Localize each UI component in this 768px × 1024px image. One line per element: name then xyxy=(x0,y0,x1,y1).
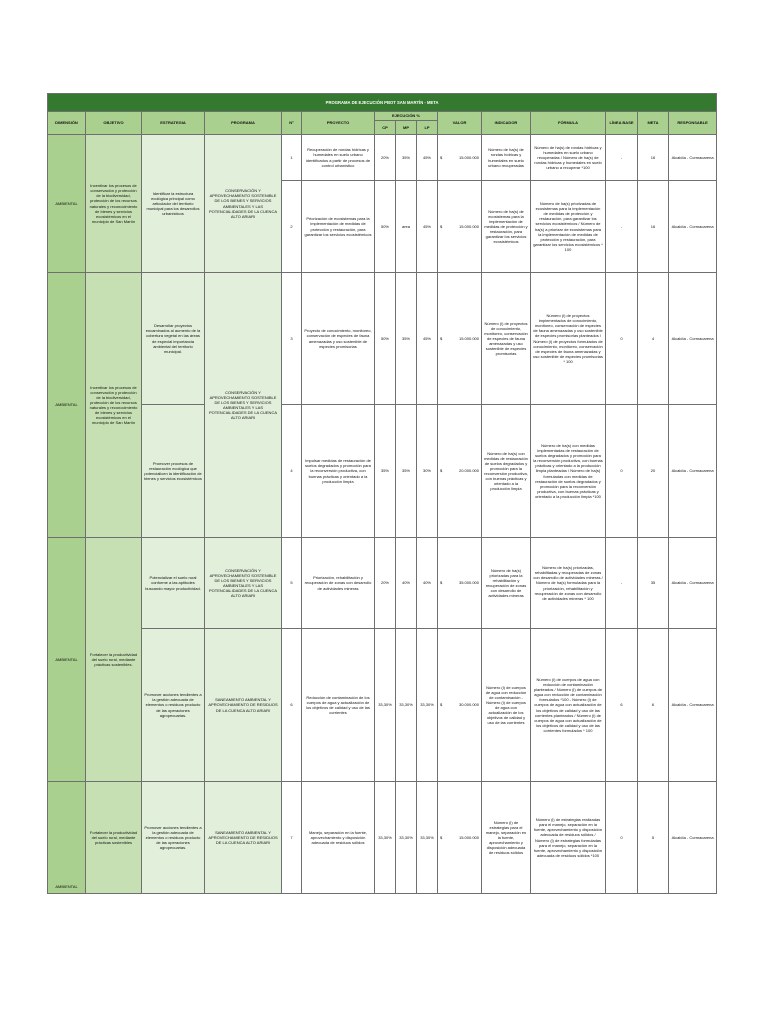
indicador-cell: Número (i) de proyectos de conocimiento, monitoreo, conservación de especies de fauna amenazadas y uso sostenible de especies promisorias xyxy=(482,273,531,405)
mp-cell: 33,30% xyxy=(396,782,417,894)
responsable-cell: Alcaldía - Cormacarena xyxy=(669,405,717,538)
valor-cell xyxy=(438,181,482,273)
responsable-cell: Alcaldía - Cormacarena xyxy=(669,782,717,894)
dimension-cell: AMBIENTAL xyxy=(48,782,86,894)
lp-cell: 40% xyxy=(417,538,438,629)
estrategia-cell: Promover acciones tendientes a la gestión adecuada de elementos o residuos producto de las operaciones agropecuarias. xyxy=(142,629,205,782)
table-row xyxy=(48,273,717,405)
formula-cell: Número de ha(s) priorizadas, rehabilitadas y recuperadas de zonas con desarrollo de actividades mineras / Número de ha(s) formuladas para la priorización, rehabilitación y recuperación de zonas con desarrollo de actividades mineras * 100 xyxy=(531,538,606,629)
proyecto-cell: Manejo, separación en la fuente, aprovechamiento y disposición adecuada de residuos sólidos xyxy=(302,782,375,894)
dimension-cell: AMBIENTAL xyxy=(48,538,86,782)
currency-symbol: $ xyxy=(440,154,443,160)
responsable-cell: Alcaldía - Cormacarena xyxy=(669,181,717,273)
valor-cell xyxy=(438,135,482,181)
header-programa: PROGRAMA xyxy=(205,112,282,135)
valor-amount: 30.000.000 xyxy=(458,702,479,708)
dimension-cell: AMBIENTAL xyxy=(48,273,86,538)
header-ejecucion: EJECUCIÓN % xyxy=(375,112,438,121)
dimension-cell: AMBIENTAL xyxy=(48,135,86,273)
valor-amount: 15.000.000 xyxy=(458,154,479,160)
table-row xyxy=(48,135,717,181)
currency-symbol: $ xyxy=(440,580,443,586)
linea-base-cell: 0 xyxy=(606,782,638,894)
cp-cell: 33,30% xyxy=(375,782,396,894)
header-mp: MP xyxy=(396,121,417,135)
programa-cell: CONSERVACIÓN Y APROVECHAMIENTO SOSTENIBLE DE LOS BIENES Y SERVICIOS AMBIENTALES Y LAS POTENCIALIDADES DE LA CUENCA ALTO ARIARI xyxy=(205,135,282,273)
responsable-cell: Alcaldía - Cormacarena xyxy=(669,273,717,405)
valor-amount: 15.000.000 xyxy=(458,223,479,229)
formula-cell: Número de ha(s) priorizadas de ecosistemas para la implementación de medidas de protección y restauración, para garantizar los servicios ecosistémicos / Número de ha(s) a priorizar de ecosistemas para la implementación de medidas de protección y restauración, para garantizar los servicios ecosistémicos * 100 xyxy=(531,181,606,273)
meta-cell: 16 xyxy=(638,135,669,181)
linea-base-cell: - xyxy=(606,135,638,181)
cp-cell: 20% xyxy=(375,135,396,181)
meta-cell: 6 xyxy=(638,629,669,782)
estrategia-cell: Desarrollar proyectos encaminados al aumento de la cobertura vegetal en las áreas de especial importancia ambiental del territorio municipal. xyxy=(142,273,205,405)
linea-base-cell: - xyxy=(606,538,638,629)
header-dimension: DIMENSIÓN xyxy=(48,112,86,135)
cp-cell: 50% xyxy=(375,181,396,273)
valor-cell xyxy=(438,405,482,538)
responsable-cell: Alcaldía - Cormacarena xyxy=(669,135,717,181)
responsable-cell: Alcaldía - Cormacarena xyxy=(669,538,717,629)
meta-cell: 4 xyxy=(638,273,669,405)
linea-base-cell: 0 xyxy=(606,405,638,538)
programa-cell: SANEAMIENTO AMBIENTAL Y APROVECHAMIENTO DE RESIDUOS DE LA CUENCA ALTO ARIARI xyxy=(205,629,282,782)
lp-cell: 45% xyxy=(417,181,438,273)
valor-amount: 15.000.000 xyxy=(458,335,479,341)
n-cell: 6 xyxy=(282,629,302,782)
currency-symbol: $ xyxy=(440,335,443,341)
valor-amount: 35.000.000 xyxy=(458,580,479,586)
meta-cell: 20 xyxy=(638,405,669,538)
meta-cell: 35 xyxy=(638,538,669,629)
table-title: PROGRAMA DE EJECUCIÓN PBOT SAN MARTÍN - META xyxy=(48,94,717,112)
formula-cell: Número de ha(s) con medidas implementadas de restauración de suelos degradados y promoción para la reconversión productiva, con buenas prácticas y orientado a la producción limpia planteadas / Número de ha(s) formuladas con medidas de restauración de suelos degradados y promoción para la reconversión productiva, con buenas prácticas y orientado a la producción limpia *100 xyxy=(531,405,606,538)
indicador-cell: Número (i) de cuerpos de agua con reducción de contaminación - Número (i) de cuerpos de agua con actualización de los objetivos de calidad y uso de las corrientes xyxy=(482,629,531,782)
formula-cell: Número (i) de cuerpos de agua con reducción de contaminación planteados / Número (i) de cuerpos de agua con reducción de contaminación formulados *100 - Número (i) de cuerpos de agua con actualización de los objetivos de calidad y uso de las corrientes planteados / Número (i) de cuerpos de agua con actualización de los objetivos de calidad y uso de las corrientes formulados * 100 xyxy=(531,629,606,782)
lp-cell: 33,30% xyxy=(417,629,438,782)
formula-cell: Número (i) de proyectos implementados de conocimiento, monitoreo, conservación de especies de fauna amenazadas y uso sostenible de especies promisorias planteados / Número (i) de proyectos formulados de conocimiento, monitoreo, conservación de especies de fauna amenazadas y uso sostenible de especies promisorias * 100 xyxy=(531,273,606,405)
formula-cell: Número (i) de estrategias realizadas para el manejo, separación en la fuente, aprovechamiento y disposición adecuada de residuos sólidos / Número (i) de estrategias formuladas para el manejo, separación en la fuente, aprovechamiento y disposición adecuada de residuos sólidos *100 xyxy=(531,782,606,894)
mp-cell: 35% xyxy=(396,135,417,181)
mp-cell: 33,30% xyxy=(396,629,417,782)
indicador-cell: Número (i) de estrategias para el manejo, separación en la fuente, aprovechamiento y disposición adecuada de residuos sólidos xyxy=(482,782,531,894)
mp-cell: 35% xyxy=(396,273,417,405)
valor-cell xyxy=(438,273,482,405)
n-cell: 1 xyxy=(282,135,302,181)
n-cell: 7 xyxy=(282,782,302,894)
n-cell: 3 xyxy=(282,273,302,405)
n-cell: 5 xyxy=(282,538,302,629)
lp-cell: 45% xyxy=(417,135,438,181)
header-lp: LP xyxy=(417,121,438,135)
indicador-cell: Número de ha(s) con medidas de restauración de suelos degradados y promoción para la reconversión productiva, con buenas prácticas y orientado a la producción limpia xyxy=(482,405,531,538)
valor-amount: 20.000.000 xyxy=(458,468,479,474)
proyecto-cell: Reducción de contaminación de los cuerpos de agua y actualización de los objetivos de calidad y uso de las corrientes xyxy=(302,629,375,782)
linea-base-cell: - xyxy=(606,181,638,273)
programa-cell: CONSERVACIÓN Y APROVECHAMIENTO SOSTENIBLE DE LOS BIENES Y SERVICIOS AMBIENTALES Y LAS POTENCIALIDADES DE LA CUENCA ALTO ARIARI xyxy=(205,538,282,629)
proyecto-cell: Priorización, rehabilitación y recuperación de zonas con desarrollo de actividades mineras xyxy=(302,538,375,629)
mp-cell: area xyxy=(396,181,417,273)
header-valor: VALOR xyxy=(438,112,482,135)
header-indicador: INDICADOR xyxy=(482,112,531,135)
proyecto-cell: Proyecto de conocimiento, monitoreo, conservación de especies de fauna amenazadas y uso sostenible de especies promisorias xyxy=(302,273,375,405)
header-meta: META xyxy=(638,112,669,135)
header-proyecto: PROYECTO xyxy=(302,112,375,135)
lp-cell: 33,30% xyxy=(417,782,438,894)
cp-cell: 35% xyxy=(375,405,396,538)
cp-cell: 33,30% xyxy=(375,629,396,782)
meta-cell: 5 xyxy=(638,782,669,894)
programa-cell: CONSERVACIÓN Y APROVECHAMIENTO SOSTENIBLE DE LOS BIENES Y SERVICIOS AMBIENTALES Y LAS POTENCIALIDADES DE LA CUENCA ALTO ARIARI xyxy=(205,273,282,538)
header-n: N° xyxy=(282,112,302,135)
mp-cell: 35% xyxy=(396,405,417,538)
indicador-cell: Número de ha(s) de rondas hídricas y humedales en suelo urbano recuperadas xyxy=(482,135,531,181)
header-objetivo: OBJETIVO xyxy=(86,112,142,135)
valor-cell xyxy=(438,538,482,629)
mp-cell: 40% xyxy=(396,538,417,629)
cp-cell: 50% xyxy=(375,273,396,405)
lp-cell: 30% xyxy=(417,405,438,538)
currency-symbol: $ xyxy=(440,468,443,474)
currency-symbol: $ xyxy=(440,834,443,840)
cp-cell: 20% xyxy=(375,538,396,629)
linea-base-cell: 0 xyxy=(606,273,638,405)
estrategia-cell: Potencializar el suelo rural conforme a las aptitudes buscando mayor productividad. xyxy=(142,538,205,629)
estrategia-cell: Identificar la estructura ecológica principal como articulador del territorio municipal para los desarrollos urbanísticos xyxy=(142,135,205,273)
proyecto-cell: Priorización de ecosistemas para la implementación de medidas de protección y restauración, para garantizar los servicios ecosistémicos xyxy=(302,181,375,273)
lp-cell: 45% xyxy=(417,273,438,405)
header-cp: CP xyxy=(375,121,396,135)
responsable-cell: Alcaldía - Cormacarena xyxy=(669,629,717,782)
table-row xyxy=(48,629,717,782)
proyecto-cell: Recuperación de rondas hídricas y humedales en suelo urbano identificados a partir de procesos de control urbanístico xyxy=(302,135,375,181)
objetivo-cell: Fortalecer la productividad del suelo rural, mediante prácticas sostenibles. xyxy=(86,538,142,782)
n-cell: 4 xyxy=(282,405,302,538)
formula-cell: Número de ha(s) de rondas hídricas y humedales en suelo urbano recuperadas / Número de ha(s) de rondas hídricas y humedales en suelo urbano a recuperar *100 xyxy=(531,135,606,181)
meta-cell: 16 xyxy=(638,181,669,273)
estrategia-cell: Promover procesos de restauración ecológica que potencialicen la identificación de bienes y servicios ecosistémicos xyxy=(142,405,205,538)
linea-base-cell: 6 xyxy=(606,629,638,782)
valor-cell xyxy=(438,782,482,894)
objetivo-cell: Fortalecer la productividad del suelo rural, mediante prácticas sostenibles xyxy=(86,782,142,894)
header-estrategia: ESTRATEGIA xyxy=(142,112,205,135)
execution-program-table xyxy=(47,93,717,894)
header-responsable: RESPONSABLE xyxy=(669,112,717,135)
currency-symbol: $ xyxy=(440,702,443,708)
currency-symbol: $ xyxy=(440,223,443,229)
objetivo-cell: Incentivar los procesos de conservación y protección de la biodiversidad, protección de los recursos naturales y reconocimiento de bienes y servicios ecosistémicos en el municipio de San Martín xyxy=(86,135,142,273)
header-formula: FÓRMULA xyxy=(531,112,606,135)
valor-cell xyxy=(438,629,482,782)
n-cell: 2 xyxy=(282,181,302,273)
proyecto-cell: Impulsar medidas de restauración de suelos degradados y promoción para la reconversión productiva, con buenas prácticas y orientado a la producción limpia xyxy=(302,405,375,538)
indicador-cell: Número de ha(s) priorizadas para la rehabilitación y recuperación de zonas con desarrollo de actividades mineras xyxy=(482,538,531,629)
table-row xyxy=(48,538,717,629)
table-row xyxy=(48,405,717,538)
header-linea-base: LÍNEA BASE xyxy=(606,112,638,135)
objetivo-cell: Incentivar los procesos de conservación y protección de la biodiversidad, protección de los recursos naturales y reconocimiento de bienes y servicios ecosistémicos en el municipio de San Martín xyxy=(86,273,142,538)
programa-cell: SANEAMIENTO AMBIENTAL Y APROVECHAMIENTO DE RESIDUOS DE LA CUENCA ALTO ARIARI xyxy=(205,782,282,894)
estrategia-cell: Promover acciones tendientes a la gestión adecuada de elementos o residuos producto de las operaciones agropecuarias. xyxy=(142,782,205,894)
indicador-cell: Número de ha(s) de ecosistemas para la implementación de medidas de protección y restauración, para garantizar los servicios ecosistémicos xyxy=(482,181,531,273)
valor-amount: 15.000.000 xyxy=(458,834,479,840)
table-row xyxy=(48,782,717,894)
